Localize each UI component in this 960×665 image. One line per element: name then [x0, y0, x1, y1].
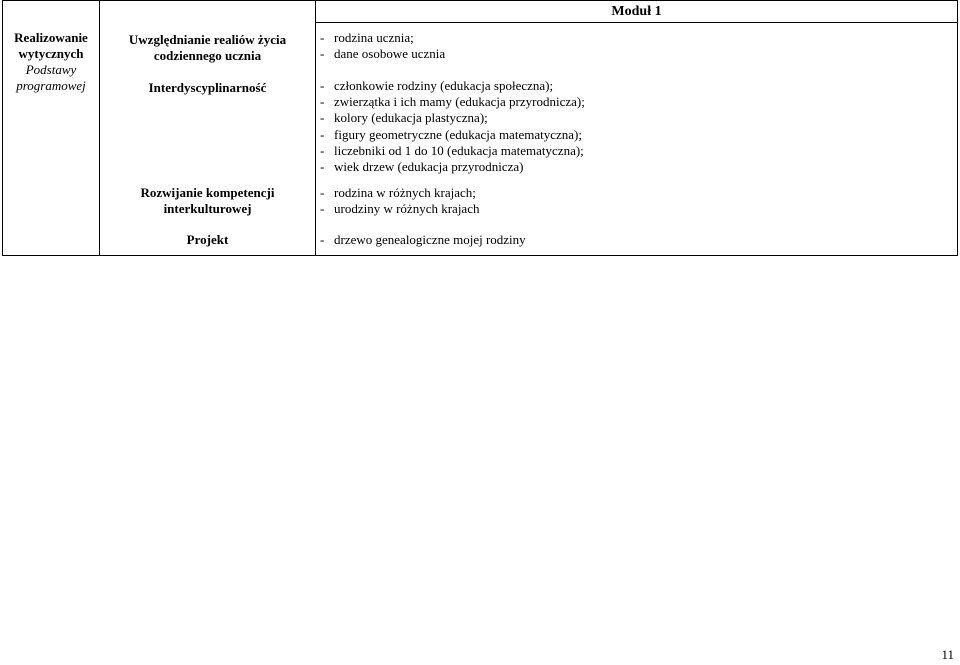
list-item: - rodzina w różnych krajach;: [320, 185, 479, 201]
row-label-intercultural-line2: interkulturowej: [163, 201, 252, 216]
row-label-intercultural: [100, 185, 315, 217]
list-item: - zwierzątka i ich mamy (edukacja przyrodnicza);: [320, 94, 585, 110]
list-item: - wiek drzew (edukacja przyrodnicza): [320, 159, 585, 175]
row-label-project: Projekt: [186, 232, 229, 247]
list-item: - figury geometryczne (edukacja matematyczna);: [320, 127, 585, 143]
left-heading-line3: Podstawy: [25, 62, 77, 77]
row-list-interdisciplinary: [320, 78, 585, 175]
row-list-intercultural: [320, 185, 479, 217]
left-column-heading: [2, 30, 100, 94]
left-heading-line4: programowej: [16, 78, 86, 93]
left-heading-line2: wytycznych: [18, 46, 84, 61]
row-list-realia: [320, 30, 445, 62]
row-list-project: [320, 232, 526, 248]
list-item: - członkowie rodziny (edukacja społeczna);: [320, 78, 585, 94]
list-item: - kolory (edukacja plastyczna);: [320, 110, 585, 126]
row-label-realia: Uwzględnianie realiów życia codziennego ucznia: [128, 32, 287, 63]
module-header: Moduł 1: [315, 0, 958, 23]
left-heading-line1: Realizowanie: [14, 30, 88, 45]
list-item: - liczebniki od 1 do 10 (edukacja matematyczna);: [320, 143, 585, 159]
list-item: - dane osobowe ucznia: [320, 46, 445, 62]
list-item: - urodziny w różnych krajach: [320, 201, 479, 217]
list-item: - rodzina ucznia;: [320, 30, 445, 46]
list-item: - drzewo genealogiczne mojej rodziny: [320, 232, 526, 248]
page-number: 11: [941, 647, 954, 662]
row-label-interdisciplinary: Interdyscyplinarność: [148, 80, 267, 95]
row-label-intercultural-line1: Rozwijanie kompetencji: [140, 185, 275, 200]
